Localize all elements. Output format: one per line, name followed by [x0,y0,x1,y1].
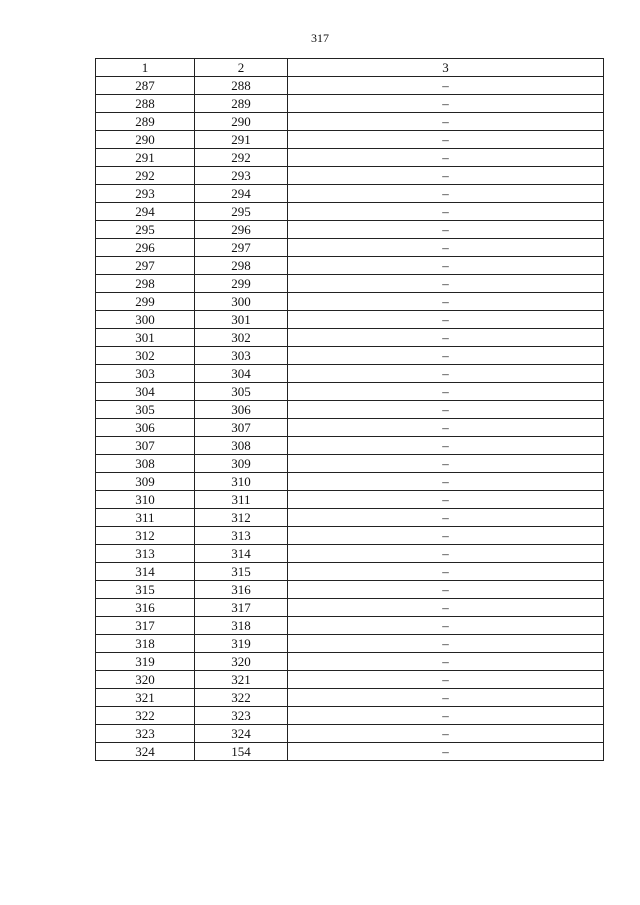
table-row [96,653,604,671]
table-cell-col3: – [288,149,604,167]
table-cell-col3: – [288,743,604,761]
table-cell-col2: 300 [195,293,288,311]
table-cell-col2: 321 [195,671,288,689]
table-cell-col3: – [288,185,604,203]
table-cell-col1: 300 [96,311,195,329]
table-cell-col1: 290 [96,131,195,149]
table-cell-col3: – [288,419,604,437]
table-cell-col3: – [288,113,604,131]
table-cell-col2: 298 [195,257,288,275]
table-cell-col3: – [288,131,604,149]
table-row [96,257,604,275]
table-row [96,167,604,185]
table-cell-col2: 297 [195,239,288,257]
table-cell-col1: 303 [96,365,195,383]
table-cell-col2: 324 [195,725,288,743]
table-cell-col3: – [288,293,604,311]
table-cell-col3: – [288,437,604,455]
table-cell-col3: – [288,167,604,185]
table-cell-col2: 306 [195,401,288,419]
table-cell-col1: 321 [96,689,195,707]
table-row [96,293,604,311]
table-cell-col3: – [288,635,604,653]
column-header-3: 3 [288,59,604,77]
table-row [96,401,604,419]
table-row [96,419,604,437]
table-row [96,473,604,491]
table-row [96,599,604,617]
table-row [96,455,604,473]
table-cell-col3: – [288,455,604,473]
table-cell-col2: 290 [195,113,288,131]
table-cell-col1: 302 [96,347,195,365]
table-cell-col3: – [288,653,604,671]
table-cell-col2: 322 [195,689,288,707]
table-row [96,635,604,653]
table-cell-col3: – [288,689,604,707]
table-cell-col2: 312 [195,509,288,527]
table-cell-col1: 299 [96,293,195,311]
table-cell-col1: 295 [96,221,195,239]
table-cell-col1: 307 [96,437,195,455]
table-cell-col3: – [288,491,604,509]
table-cell-col3: – [288,365,604,383]
table-row [96,221,604,239]
table-row [96,437,604,455]
table-cell-col2: 305 [195,383,288,401]
table-cell-col2: 313 [195,527,288,545]
table-row [96,365,604,383]
table-cell-col2: 299 [195,275,288,293]
table-cell-col1: 297 [96,257,195,275]
table-cell-col1: 312 [96,527,195,545]
table-row [96,149,604,167]
table-cell-col3: – [288,257,604,275]
table-cell-col2: 304 [195,365,288,383]
page-number: 317 [311,31,329,45]
table-cell-col2: 154 [195,743,288,761]
table-cell-col1: 315 [96,581,195,599]
table-cell-col3: – [288,383,604,401]
data-table [95,58,604,761]
table-row [96,581,604,599]
table-row [96,275,604,293]
table-cell-col1: 314 [96,563,195,581]
table-cell-col2: 296 [195,221,288,239]
table-cell-col2: 294 [195,185,288,203]
column-header-1: 1 [96,59,195,77]
table-cell-col1: 292 [96,167,195,185]
table-cell-col2: 301 [195,311,288,329]
table-row [96,707,604,725]
table-cell-col2: 310 [195,473,288,491]
table-cell-col3: – [288,221,604,239]
table-cell-col1: 316 [96,599,195,617]
table-row [96,725,604,743]
table-cell-col1: 296 [96,239,195,257]
table-cell-col3: – [288,239,604,257]
table-cell-col1: 324 [96,743,195,761]
table-cell-col1: 298 [96,275,195,293]
table-cell-col1: 322 [96,707,195,725]
table-cell-col1: 313 [96,545,195,563]
table-cell-col3: – [288,563,604,581]
table-row [96,329,604,347]
table-row [96,347,604,365]
table-row [96,185,604,203]
table-cell-col3: – [288,329,604,347]
table-cell-col2: 289 [195,95,288,113]
table-row [96,131,604,149]
table-cell-col3: – [288,671,604,689]
table-row [96,203,604,221]
table-cell-col2: 295 [195,203,288,221]
table-cell-col1: 317 [96,617,195,635]
table-cell-col2: 291 [195,131,288,149]
table-cell-col2: 308 [195,437,288,455]
table-cell-col2: 311 [195,491,288,509]
table-cell-col2: 319 [195,635,288,653]
table-cell-col3: – [288,617,604,635]
table-cell-col2: 303 [195,347,288,365]
table-cell-col3: – [288,707,604,725]
table-cell-col1: 294 [96,203,195,221]
table-cell-col2: 323 [195,707,288,725]
table-cell-col1: 320 [96,671,195,689]
table-row [96,239,604,257]
table-cell-col2: 317 [195,599,288,617]
table-cell-col3: – [288,509,604,527]
column-header-2: 2 [195,59,288,77]
table-cell-col2: 318 [195,617,288,635]
table-cell-col2: 292 [195,149,288,167]
table-cell-col3: – [288,527,604,545]
table-cell-col3: – [288,203,604,221]
table-cell-col1: 311 [96,509,195,527]
table-cell-col2: 288 [195,77,288,95]
table-cell-col3: – [288,401,604,419]
table-cell-col2: 309 [195,455,288,473]
table-row [96,527,604,545]
table-cell-col2: 302 [195,329,288,347]
table-cell-col2: 320 [195,653,288,671]
table-cell-col1: 293 [96,185,195,203]
table-row [96,689,604,707]
table-cell-col1: 291 [96,149,195,167]
table-row [96,95,604,113]
table-row [96,617,604,635]
table-cell-col1: 288 [96,95,195,113]
table-row [96,671,604,689]
table-cell-col3: – [288,275,604,293]
table-cell-col1: 309 [96,473,195,491]
table-cell-col3: – [288,725,604,743]
table-row [96,509,604,527]
table-row [96,77,604,95]
table-cell-col1: 323 [96,725,195,743]
table-cell-col3: – [288,473,604,491]
table-cell-col2: 316 [195,581,288,599]
table-cell-col1: 308 [96,455,195,473]
table-body [96,77,604,761]
table-cell-col3: – [288,347,604,365]
table-cell-col1: 289 [96,113,195,131]
table-cell-col2: 293 [195,167,288,185]
table-cell-col1: 306 [96,419,195,437]
table-cell-col3: – [288,77,604,95]
table-row [96,743,604,761]
table-cell-col3: – [288,581,604,599]
table-cell-col1: 318 [96,635,195,653]
table-row [96,545,604,563]
table-cell-col1: 287 [96,77,195,95]
table-cell-col1: 310 [96,491,195,509]
table-row [96,383,604,401]
table-cell-col2: 307 [195,419,288,437]
table-cell-col1: 304 [96,383,195,401]
table-cell-col1: 305 [96,401,195,419]
table-cell-col2: 315 [195,563,288,581]
table-cell-col3: – [288,95,604,113]
table-row [96,491,604,509]
table-header-row [96,59,604,77]
table-row [96,113,604,131]
table-row [96,563,604,581]
table-cell-col1: 319 [96,653,195,671]
table-cell-col3: – [288,311,604,329]
table-row [96,311,604,329]
table-cell-col3: – [288,545,604,563]
table-cell-col3: – [288,599,604,617]
table-cell-col2: 314 [195,545,288,563]
table-cell-col1: 301 [96,329,195,347]
